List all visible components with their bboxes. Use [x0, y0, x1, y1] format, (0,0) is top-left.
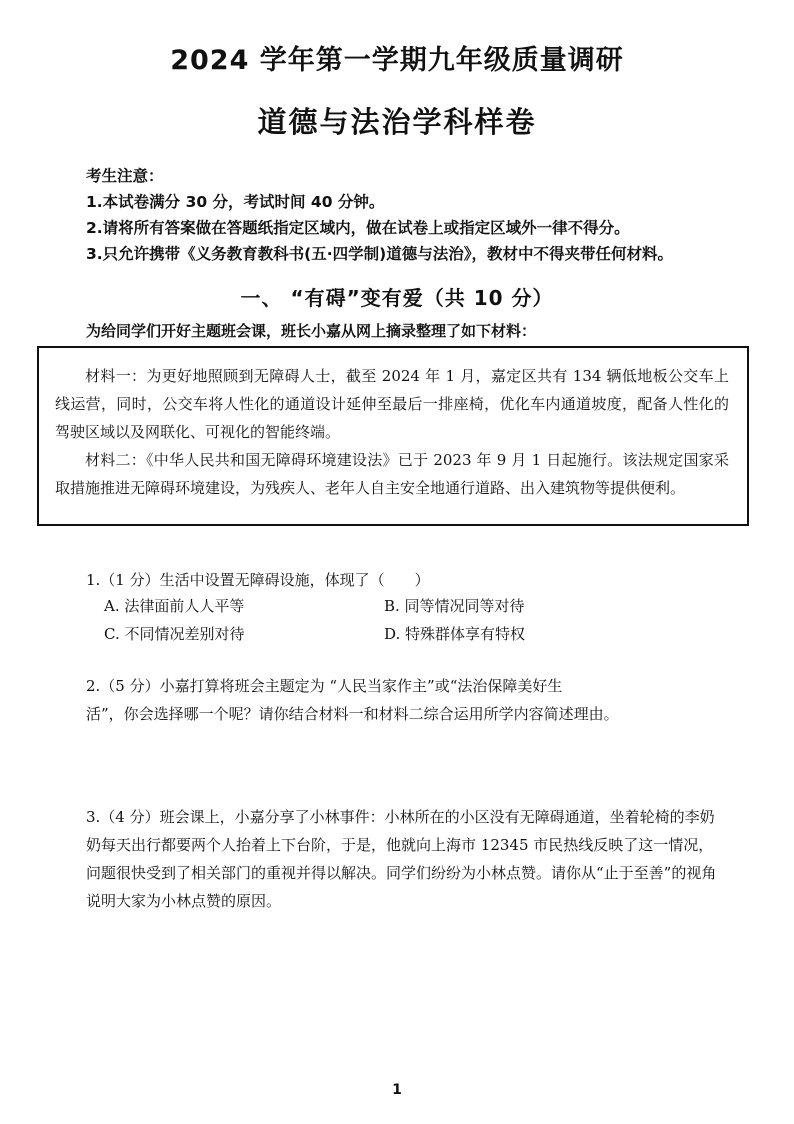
option-b: B. 同等情况同等对待	[384, 597, 525, 615]
exam-subtitle: 道德与法治学科样卷	[257, 105, 537, 139]
material-one: 材料一：为更好地照顾到无障碍人士，截至 2024 年 1 月，嘉定区共有 134 辆低地板公交车上线运营，同时，公交车将人性化的通道设计延伸至最后一排座椅，优化车内通道坡度，配备人性化的驾驶区域以及网联化、可视化的智能终端。	[55, 367, 729, 441]
notice-item: 1.本试卷满分 30 分，考试时间 40 分钟。	[86, 193, 385, 211]
material-box	[37, 346, 749, 526]
option-a: A. 法律面前人人平等	[104, 597, 245, 615]
question-2	[86, 672, 736, 728]
page-number: 1	[392, 1082, 402, 1098]
notice-heading: 考生注意：	[86, 167, 164, 185]
option-c: C. 不同情况差别对待	[104, 625, 245, 643]
question-1-stem: 1.（1 分）生活中设置无障碍设施，体现了（ ）	[86, 571, 430, 589]
question-2-line: 活”，你会选择哪一个呢？请你结合材料一和材料二综合运用所学内容简述理由。	[86, 705, 619, 723]
notice-item: 2.请将所有答案做在答题纸指定区域内，做在试卷上或指定区域外一律不得分。	[86, 219, 630, 237]
question-1-options	[104, 592, 664, 648]
question-3	[86, 803, 726, 915]
section-title: 一、 “有碍”变有爱（共 10 分）	[240, 286, 554, 310]
exam-title: 2024 学年第一学期九年级质量调研	[170, 45, 624, 76]
material-two: 材料二：《中华人民共和国无障碍环境建设法》已于 2023 年 9 月 1 日起施行。该法规定国家采取措施推进无障碍环境建设，为残疾人、老年人自主安全地通行道路、出入建筑物等提供便利。	[55, 451, 729, 497]
candidate-notice	[86, 163, 766, 267]
question-2-line: 2.（5 分）小嘉打算将班会主题定为 “人民当家作主”或“法治保障美好生	[86, 677, 563, 695]
option-d: D. 特殊群体享有特权	[384, 625, 526, 643]
notice-item: 3.只允许携带《义务教育教科书(五·四学制)道德与法治》，教材中不得夹带任何材料。	[86, 245, 673, 263]
question-1	[86, 566, 736, 594]
section-intro: 为给同学们开好主题班会课，班长小嘉从网上摘录整理了如下材料：	[86, 322, 537, 340]
question-3-text: 3.（4 分）班会课上，小嘉分享了小林事件：小林所在的小区没有无障碍通道，坐着轮椅的李奶奶每天出行都要两个人抬着上下台阶，于是，他就向上海市 12345 市民热线反映了这一情况，问题很快受到了相关部门的重视并得以解决。同学们纷纷为小林点赞。请你从“止于至善”的视角说明大家为小林点赞的原因。	[86, 808, 717, 910]
